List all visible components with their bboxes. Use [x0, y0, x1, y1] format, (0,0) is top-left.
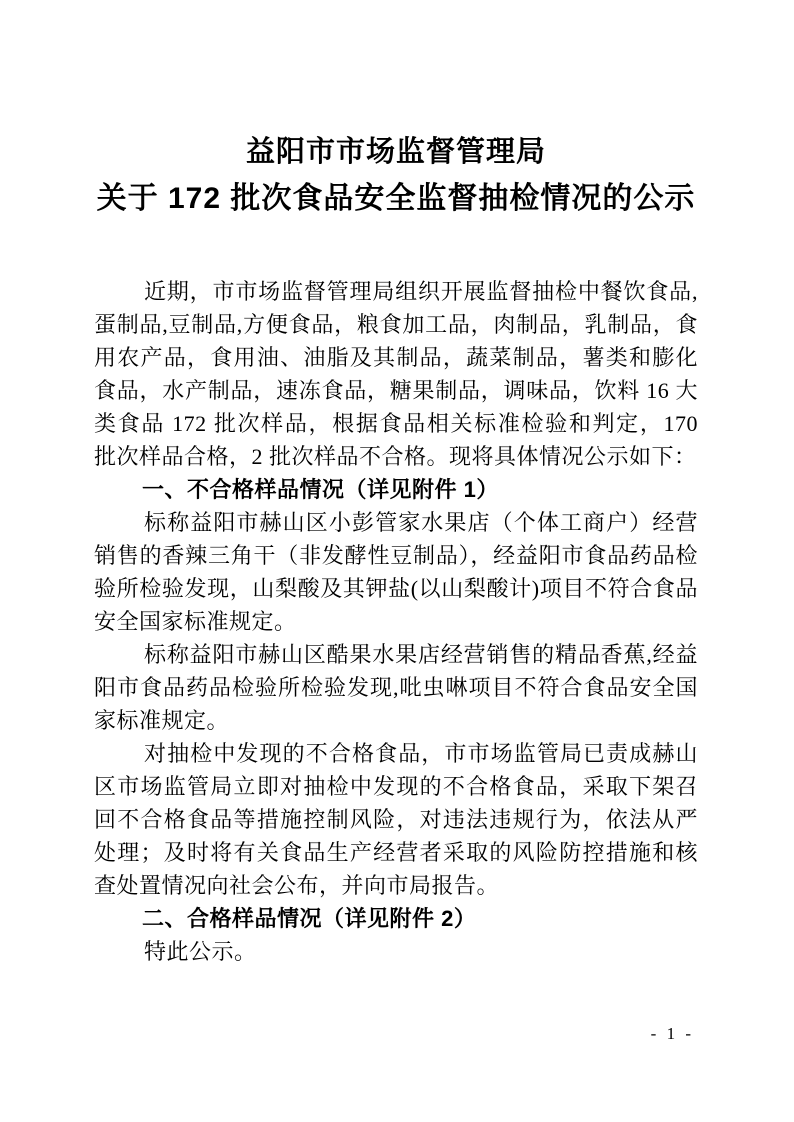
closing-paragraph: 特此公示。 — [144, 939, 257, 964]
page-number: - 1 - — [650, 1024, 694, 1043]
intro-paragraph: 近期，市市场监督管理局组织开展监督抽检中餐饮食品,蛋制品,豆制品,方便食品，粮食加工品，肉制品，乳制品，食用农产品，食用油、油脂及其制品，蔬菜制品，薯类和膨化食品，水产制品，速冻食品，糖果制品，调味品，饮料 16 大类食品 172 批次样品，根据食品相关标准检验和判定，170 批次样品合格，2 批次样品不合格。现将具体情况公示如下： — [94, 279, 698, 469]
document-body — [94, 275, 698, 968]
section-1-heading: 一、不合格样品情况（详见附件 1） — [142, 477, 499, 502]
section-2-heading: 二、合格样品情况（详见附件 2） — [142, 906, 477, 931]
document-title-line-2: 关于 172 批次食品安全监督抽检情况的公示 — [96, 182, 696, 215]
document-title-line-1: 益阳市市场监督管理局 — [245, 136, 546, 168]
noncompliant-item-1-paragraph: 标称益阳市赫山区小彭管家水果店（个体工商户）经营销售的香辣三角干（非发酵性豆制品），经益阳市食品药品检验所检验发现，山梨酸及其钾盐(以山梨酸计)项目不符合食品安全国家标准规定。 — [94, 510, 698, 634]
measures-paragraph: 对抽检中发现的不合格食品，市市场监管局已责成赫山区市场监管局立即对抽检中发现的不合格食品，采取下架召回不合格食品等措施控制风险，对违法违规行为，依法从严处理；及时将有关食品生产经营者采取的风险防控措施和核查处置情况向社会公布，并向市局报告。 — [94, 741, 698, 898]
noncompliant-item-2-paragraph: 标称益阳市赫山区酷果水果店经营销售的精品香蕉,经益阳市食品药品检验所检验发现,吡虫啉项目不符合食品安全国家标准规定。 — [94, 642, 698, 733]
document-content — [94, 134, 698, 968]
